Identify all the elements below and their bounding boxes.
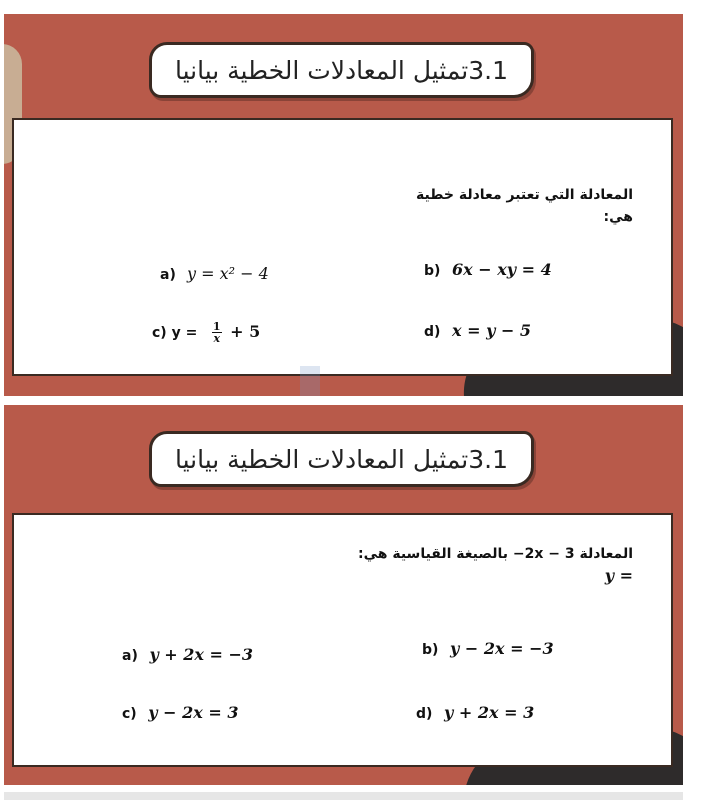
option-expression: y + 2x = 3 bbox=[444, 703, 535, 722]
slide-title: 3.1تمثيل المعادلات الخطية بيانيا bbox=[174, 55, 509, 85]
slide-title-box bbox=[149, 42, 534, 98]
option-label: d) bbox=[424, 324, 441, 340]
option-expression: y + 2x = −3 bbox=[149, 645, 254, 664]
option-b[interactable] bbox=[424, 260, 552, 279]
option-d[interactable] bbox=[416, 703, 534, 722]
option-expression: 6x − xy = 4 bbox=[452, 260, 552, 279]
option-label: a) bbox=[160, 267, 176, 283]
option-expression: x = y − 5 bbox=[452, 321, 532, 340]
option-label: d) bbox=[416, 706, 433, 722]
option-expression: y − 2x = 3 bbox=[148, 703, 239, 722]
question-card bbox=[12, 118, 673, 376]
slide-1 bbox=[4, 14, 683, 396]
question-line: هي: bbox=[603, 209, 633, 225]
fraction-numerator: 1 bbox=[212, 320, 221, 333]
option-label: c) y = bbox=[152, 325, 198, 341]
slide-title: 3.1تمثيل المعادلات الخطية بيانيا bbox=[174, 444, 509, 474]
slide-title-box bbox=[149, 431, 534, 487]
question-line: المعادلة 3 − 2x− بالصيغة القياسية هي: bbox=[358, 546, 633, 562]
fraction-denominator: x bbox=[213, 332, 220, 345]
option-label: b) bbox=[424, 263, 441, 279]
option-label: a) bbox=[122, 648, 138, 664]
slide-2 bbox=[4, 405, 683, 785]
option-label: c) bbox=[122, 706, 137, 722]
next-slide-edge bbox=[4, 792, 683, 800]
question-line: = y bbox=[604, 566, 633, 585]
option-expression: y − 2x = −3 bbox=[450, 639, 554, 658]
option-expression: + 5 bbox=[230, 322, 261, 341]
option-a[interactable] bbox=[160, 264, 269, 283]
option-label: b) bbox=[422, 642, 439, 658]
option-d[interactable] bbox=[424, 321, 531, 340]
option-c[interactable] bbox=[152, 321, 260, 344]
question-line: المعادلة التي تعتبر معادلة خطية bbox=[416, 187, 633, 203]
option-expression: y = x² − 4 bbox=[186, 264, 269, 283]
watermark bbox=[300, 366, 320, 396]
option-a[interactable] bbox=[122, 645, 253, 664]
question-text bbox=[393, 184, 633, 228]
option-c[interactable] bbox=[122, 703, 238, 722]
question-text bbox=[313, 543, 633, 587]
option-b[interactable] bbox=[422, 639, 554, 658]
question-card bbox=[12, 513, 673, 767]
fraction bbox=[212, 321, 222, 344]
